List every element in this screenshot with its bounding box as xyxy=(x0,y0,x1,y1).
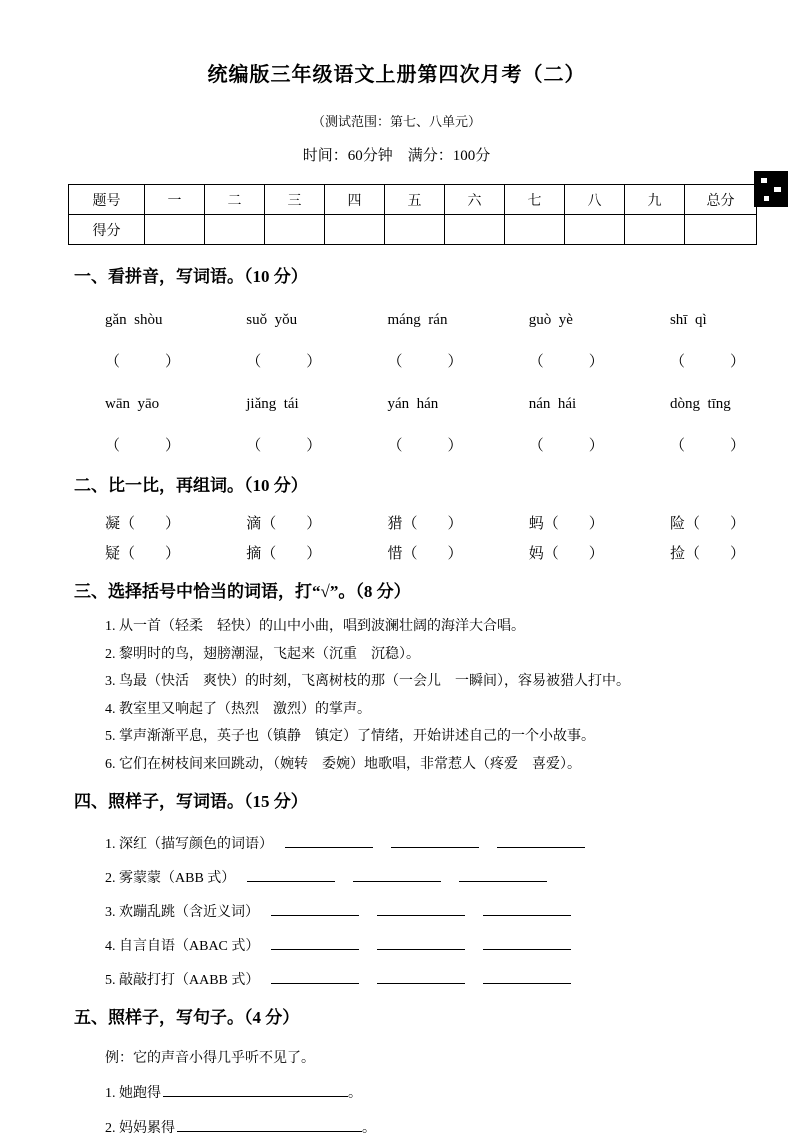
choice-item: 4. 教室里又响起了（热烈 激烈）的掌声。 xyxy=(105,701,371,717)
score-row-label: 得分 xyxy=(69,215,145,245)
answer-blank xyxy=(497,833,585,848)
score-table-header-cell: 六 xyxy=(445,185,505,215)
sentence-item xyxy=(105,1082,793,1102)
section-3-heading: 三、选择括号中恰当的词语，打“√”。（8 分） xyxy=(74,582,411,601)
score-table-header-cell: 四 xyxy=(325,185,385,215)
fill-item xyxy=(105,969,793,989)
answer-bracket: （ ） xyxy=(684,546,745,562)
character: 疑 xyxy=(105,546,121,562)
character: 妈 xyxy=(528,546,544,562)
character: 惜 xyxy=(387,546,403,562)
character: 险 xyxy=(669,516,685,532)
score-empty-cell xyxy=(205,215,265,245)
score-empty-cell xyxy=(385,215,445,245)
fill-item-prompt: 1. 深红（描写颜色的词语） xyxy=(105,837,273,852)
answer-blank xyxy=(483,935,571,950)
answer-blank xyxy=(271,969,359,984)
sentence-period: 。 xyxy=(348,1086,362,1101)
answer-blank xyxy=(483,969,571,984)
pinyin-word-column xyxy=(387,394,462,456)
score-table-header-cell: 七 xyxy=(505,185,565,215)
answer-blank xyxy=(163,1082,348,1097)
answer-bracket: （ ） xyxy=(246,438,322,454)
pinyin-word: shī qì xyxy=(669,312,707,328)
fill-item-prompt: 2. 雾蒙蒙（ABB 式） xyxy=(105,871,236,886)
answer-bracket: （ ） xyxy=(105,354,181,370)
compare-word-entry xyxy=(670,544,745,564)
answer-blank xyxy=(391,833,479,848)
score-table-header-cell: 一 xyxy=(145,185,205,215)
score-empty-cell xyxy=(445,215,505,245)
character: 捡 xyxy=(669,546,685,562)
answer-blank xyxy=(177,1117,362,1132)
answer-bracket: （ ） xyxy=(528,354,604,370)
compare-words-row-1 xyxy=(105,514,745,534)
answer-bracket: （ ） xyxy=(528,438,604,454)
compare-word-entry xyxy=(529,514,604,534)
answer-bracket: （ ） xyxy=(669,438,745,454)
score-empty-cell xyxy=(325,215,385,245)
choice-item: 1. 从一首（轻柔 轻快）的山中小曲，唱到波澜壮阔的海洋大合唱。 xyxy=(105,619,525,634)
compare-word-entry xyxy=(387,514,462,534)
compare-words-row-2 xyxy=(105,544,745,564)
sentence-prompt: 2. 妈妈累得 xyxy=(105,1121,175,1136)
answer-bracket: （ ） xyxy=(120,516,181,532)
answer-blank xyxy=(285,833,373,848)
pinyin-word-column xyxy=(670,310,745,372)
score-table-header-cell: 三 xyxy=(265,185,325,215)
answer-bracket: （ ） xyxy=(684,516,745,532)
pinyin-write-words-block xyxy=(105,310,745,456)
choice-list xyxy=(105,613,753,778)
answer-bracket: （ ） xyxy=(387,438,463,454)
sentence-item xyxy=(105,1117,793,1137)
answer-bracket: （ ） xyxy=(105,438,181,454)
fill-item-prompt: 5. 敲敲打打（AABB 式） xyxy=(105,973,260,988)
answer-blank xyxy=(247,867,335,882)
score-table-header-cell: 八 xyxy=(565,185,625,215)
answer-bracket: （ ） xyxy=(543,516,604,532)
fill-item-prompt: 3. 欢蹦乱跳（含近义词） xyxy=(105,905,259,920)
answer-bracket: （ ） xyxy=(387,354,463,370)
qr-corner-mark-icon xyxy=(754,171,788,207)
character: 滴 xyxy=(246,516,262,532)
answer-bracket: （ ） xyxy=(261,516,322,532)
answer-blank xyxy=(271,901,359,916)
pinyin-word-column xyxy=(529,394,604,456)
answer-blank xyxy=(377,969,465,984)
choice-item: 5. 掌声渐渐平息，英子也（镇静 镇定）了情绪，开始讲述自己的一个小故事。 xyxy=(105,729,595,744)
score-table-header-cell: 总分 xyxy=(685,185,757,215)
answer-bracket: （ ） xyxy=(261,546,322,562)
fill-item xyxy=(105,833,793,853)
score-table-header-cell: 五 xyxy=(385,185,445,215)
fill-item xyxy=(105,901,793,921)
pinyin-word-column xyxy=(387,310,462,372)
answer-blank xyxy=(377,935,465,950)
pinyin-word: suǒ yǒu xyxy=(246,312,298,328)
answer-blank xyxy=(353,867,441,882)
compare-word-entry xyxy=(246,544,321,564)
pinyin-word: máng rán xyxy=(387,312,448,328)
pinyin-word-column xyxy=(670,394,745,456)
character: 蚂 xyxy=(528,516,544,532)
sentence-prompt: 1. 她跑得 xyxy=(105,1086,161,1101)
fill-item xyxy=(105,867,793,887)
pinyin-word-column xyxy=(246,394,321,456)
pinyin-row-2 xyxy=(105,394,745,456)
pinyin-word-column xyxy=(105,394,180,456)
score-table-header-cell: 二 xyxy=(205,185,265,215)
answer-bracket: （ ） xyxy=(669,354,745,370)
answer-bracket: （ ） xyxy=(402,516,463,532)
answer-blank xyxy=(377,901,465,916)
example-sentence: 例：它的声音小得几乎听不见了。 xyxy=(105,1051,315,1066)
answer-bracket: （ ） xyxy=(543,546,604,562)
score-empty-cell xyxy=(145,215,205,245)
section-5-heading: 五、照样子，写句子。（4 分） xyxy=(74,1008,300,1027)
pinyin-word: gǎn shòu xyxy=(105,312,163,328)
fill-item xyxy=(105,935,793,955)
score-table-header-cell: 九 xyxy=(625,185,685,215)
compare-word-entry xyxy=(105,544,180,564)
pinyin-row-1 xyxy=(105,310,745,372)
test-scope: （测试范围：第七、八单元） xyxy=(311,114,481,129)
compare-word-entry xyxy=(105,514,180,534)
score-empty-cell xyxy=(565,215,625,245)
score-empty-cell xyxy=(265,215,325,245)
character: 凝 xyxy=(105,516,121,532)
character: 猎 xyxy=(387,516,403,532)
section-1-heading: 一、看拼音，写词语。（10 分） xyxy=(74,267,308,286)
pinyin-word-column xyxy=(105,310,180,372)
answer-blank xyxy=(483,901,571,916)
score-table-score-row xyxy=(69,215,757,245)
time-and-score-line: 时间：60分钟 满分：100分 xyxy=(302,148,491,164)
answer-bracket: （ ） xyxy=(120,546,181,562)
pinyin-word: guò yè xyxy=(528,312,573,328)
choice-item: 2. 黎明时的鸟，翅膀潮湿，飞起来（沉重 沉稳）。 xyxy=(105,646,420,662)
score-table-header-row xyxy=(69,185,757,215)
score-empty-cell xyxy=(685,215,757,245)
pinyin-word: wān yāo xyxy=(105,396,160,412)
answer-blank xyxy=(459,867,547,882)
score-table xyxy=(68,184,757,245)
character: 摘 xyxy=(246,546,262,562)
compare-word-entry xyxy=(529,544,604,564)
pinyin-word: yán hán xyxy=(387,396,439,412)
score-empty-cell xyxy=(625,215,685,245)
compare-word-entry xyxy=(670,514,745,534)
pinyin-word: dòng tīng xyxy=(669,396,731,412)
answer-bracket: （ ） xyxy=(402,546,463,562)
section-4-heading: 四、照样子，写词语。（15 分） xyxy=(74,792,308,811)
score-empty-cell xyxy=(505,215,565,245)
answer-blank xyxy=(271,935,359,950)
compare-word-entry xyxy=(246,514,321,534)
pinyin-word-column xyxy=(246,310,321,372)
pinyin-word: nán hái xyxy=(528,396,577,412)
compare-word-entry xyxy=(387,544,462,564)
sentence-period: 。 xyxy=(362,1121,376,1136)
score-table-header-cell: 题号 xyxy=(69,185,145,215)
page-title: 统编版三年级语文上册第四次月考（二） xyxy=(207,64,586,86)
section-2-heading: 二、比一比，再组词。（10 分） xyxy=(74,476,308,495)
answer-bracket: （ ） xyxy=(246,354,322,370)
fill-item-prompt: 4. 自言自语（ABAC 式） xyxy=(105,939,260,954)
choice-item: 3. 鸟最（快活 爽快）的时刻，飞离树枝的那（一会儿 一瞬间），容易被猎人打中。 xyxy=(105,674,630,689)
choice-item: 6. 它们在树枝间来回跳动，（婉转 委婉）地歌唱，非常惹人（疼爱 喜爱）。 xyxy=(105,756,581,772)
pinyin-word-column xyxy=(529,310,604,372)
pinyin-word: jiǎng tái xyxy=(246,396,299,412)
